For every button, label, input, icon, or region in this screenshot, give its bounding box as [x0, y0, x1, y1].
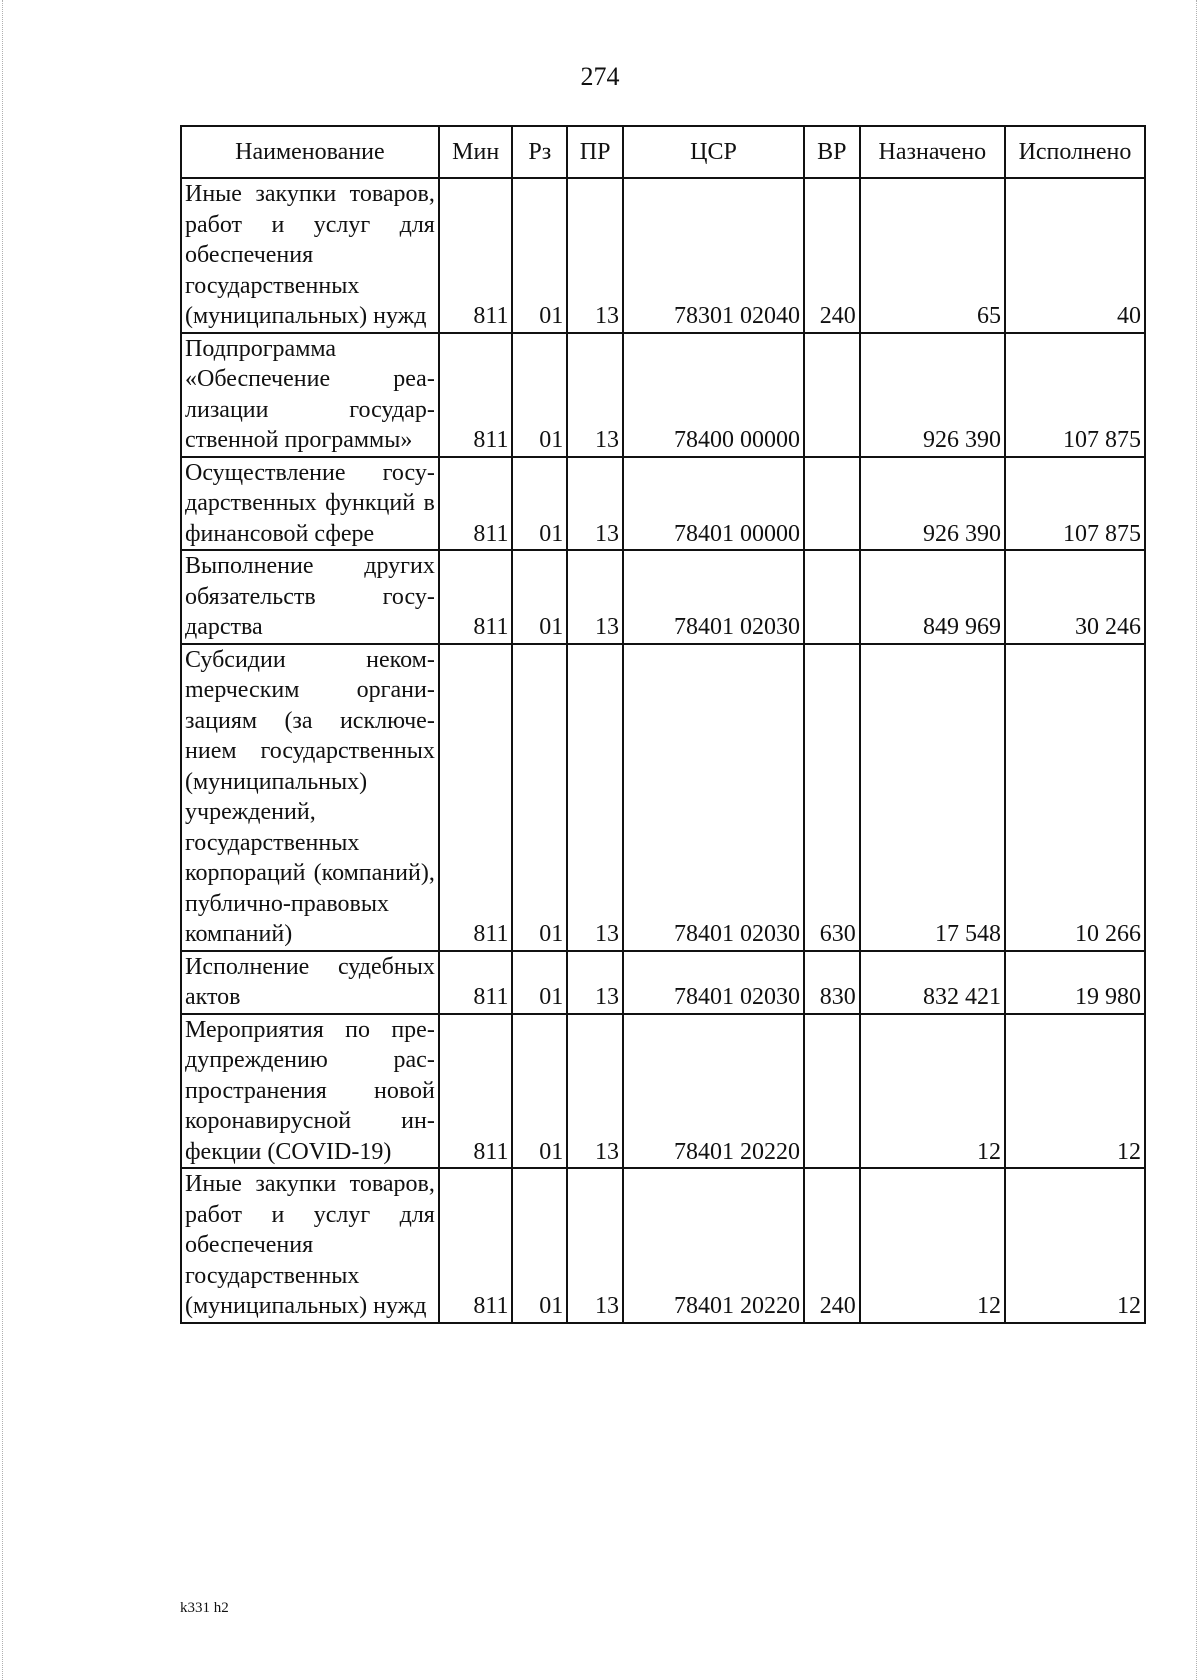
cell-vr — [804, 1014, 860, 1169]
scan-edge-right — [1196, 0, 1198, 1680]
table-header-row — [181, 126, 1145, 178]
cell-min: 811 — [439, 457, 513, 551]
cell-pr: 13 — [567, 550, 623, 644]
cell-name: Субсидии некомmерческим организациям (за исключением государственных (муниципальных) учреждений, государственных корпораций (компаний), публично-правовых компаний) — [181, 644, 439, 951]
table-row — [181, 644, 1145, 951]
cell-executed: 30 246 — [1005, 550, 1145, 644]
cell-assigned: 832 421 — [860, 951, 1005, 1014]
cell-rz: 01 — [512, 333, 567, 457]
cell-executed: 107 875 — [1005, 457, 1145, 551]
cell-min: 811 — [439, 178, 513, 333]
cell-executed: 12 — [1005, 1168, 1145, 1323]
cell-vr: 240 — [804, 1168, 860, 1323]
cell-executed: 10 266 — [1005, 644, 1145, 951]
column-header-min: Мин — [439, 126, 513, 178]
table-row — [181, 550, 1145, 644]
cell-name: Иные закупки товаров, работ и услуг для обеспечения государственных (муниципальных) нужд — [181, 1168, 439, 1323]
column-header-assigned: Назначено — [860, 126, 1005, 178]
footer-code: k331 h2 — [180, 1600, 229, 1616]
cell-assigned: 12 — [860, 1168, 1005, 1323]
cell-pr: 13 — [567, 457, 623, 551]
cell-vr — [804, 457, 860, 551]
cell-assigned: 926 390 — [860, 457, 1005, 551]
cell-assigned: 926 390 — [860, 333, 1005, 457]
table-row — [181, 1168, 1145, 1323]
table-row — [181, 457, 1145, 551]
cell-min: 811 — [439, 1014, 513, 1169]
table-row — [181, 333, 1145, 457]
column-header-csr: ЦСР — [623, 126, 804, 178]
page-number: 274 — [580, 62, 620, 91]
cell-assigned: 65 — [860, 178, 1005, 333]
cell-csr: 78401 00000 — [623, 457, 804, 551]
cell-csr: 78401 02030 — [623, 550, 804, 644]
scan-edge-left — [2, 0, 4, 1680]
cell-rz: 01 — [512, 644, 567, 951]
cell-rz: 01 — [512, 457, 567, 551]
cell-rz: 01 — [512, 1014, 567, 1169]
cell-pr: 13 — [567, 644, 623, 951]
cell-csr: 78400 00000 — [623, 333, 804, 457]
cell-executed: 107 875 — [1005, 333, 1145, 457]
cell-csr: 78401 02030 — [623, 644, 804, 951]
cell-pr: 13 — [567, 178, 623, 333]
cell-csr: 78401 20220 — [623, 1014, 804, 1169]
column-header-vr: ВР — [804, 126, 860, 178]
cell-rz: 01 — [512, 550, 567, 644]
cell-name: Мероприятия по предупреждению распространения новой коронавирусной инфекции (COVID-19) — [181, 1014, 439, 1169]
cell-csr: 78401 02030 — [623, 951, 804, 1014]
cell-rz: 01 — [512, 951, 567, 1014]
cell-rz: 01 — [512, 178, 567, 333]
cell-executed: 40 — [1005, 178, 1145, 333]
table-row — [181, 1014, 1145, 1169]
cell-name: Иные закупки товаров, работ и услуг для обеспечения государственных (муниципальных) нужд — [181, 178, 439, 333]
table-row — [181, 951, 1145, 1014]
cell-vr: 830 — [804, 951, 860, 1014]
cell-vr: 630 — [804, 644, 860, 951]
cell-name: Подпрограмма «Обеспечение реализации государственной программы» — [181, 333, 439, 457]
column-header-executed: Исполнено — [1005, 126, 1145, 178]
cell-pr: 13 — [567, 333, 623, 457]
cell-min: 811 — [439, 644, 513, 951]
cell-pr: 13 — [567, 1014, 623, 1169]
cell-min: 811 — [439, 951, 513, 1014]
cell-name: Осуществление государственных функций в финансовой сфере — [181, 457, 439, 551]
cell-csr: 78401 20220 — [623, 1168, 804, 1323]
budget-table — [180, 125, 1146, 1324]
cell-min: 811 — [439, 1168, 513, 1323]
cell-vr — [804, 333, 860, 457]
cell-pr: 13 — [567, 951, 623, 1014]
cell-name: Исполнение судебных актов — [181, 951, 439, 1014]
cell-pr: 13 — [567, 1168, 623, 1323]
cell-executed: 12 — [1005, 1014, 1145, 1169]
column-header-rz: Рз — [512, 126, 567, 178]
cell-vr — [804, 550, 860, 644]
cell-min: 811 — [439, 333, 513, 457]
cell-csr: 78301 02040 — [623, 178, 804, 333]
cell-name: Выполнение других обязательств государства — [181, 550, 439, 644]
cell-assigned: 12 — [860, 1014, 1005, 1169]
column-header-pr: ПР — [567, 126, 623, 178]
cell-assigned: 17 548 — [860, 644, 1005, 951]
cell-min: 811 — [439, 550, 513, 644]
cell-assigned: 849 969 — [860, 550, 1005, 644]
cell-vr: 240 — [804, 178, 860, 333]
cell-rz: 01 — [512, 1168, 567, 1323]
table-row — [181, 178, 1145, 333]
cell-executed: 19 980 — [1005, 951, 1145, 1014]
column-header-name: Наименование — [181, 126, 439, 178]
